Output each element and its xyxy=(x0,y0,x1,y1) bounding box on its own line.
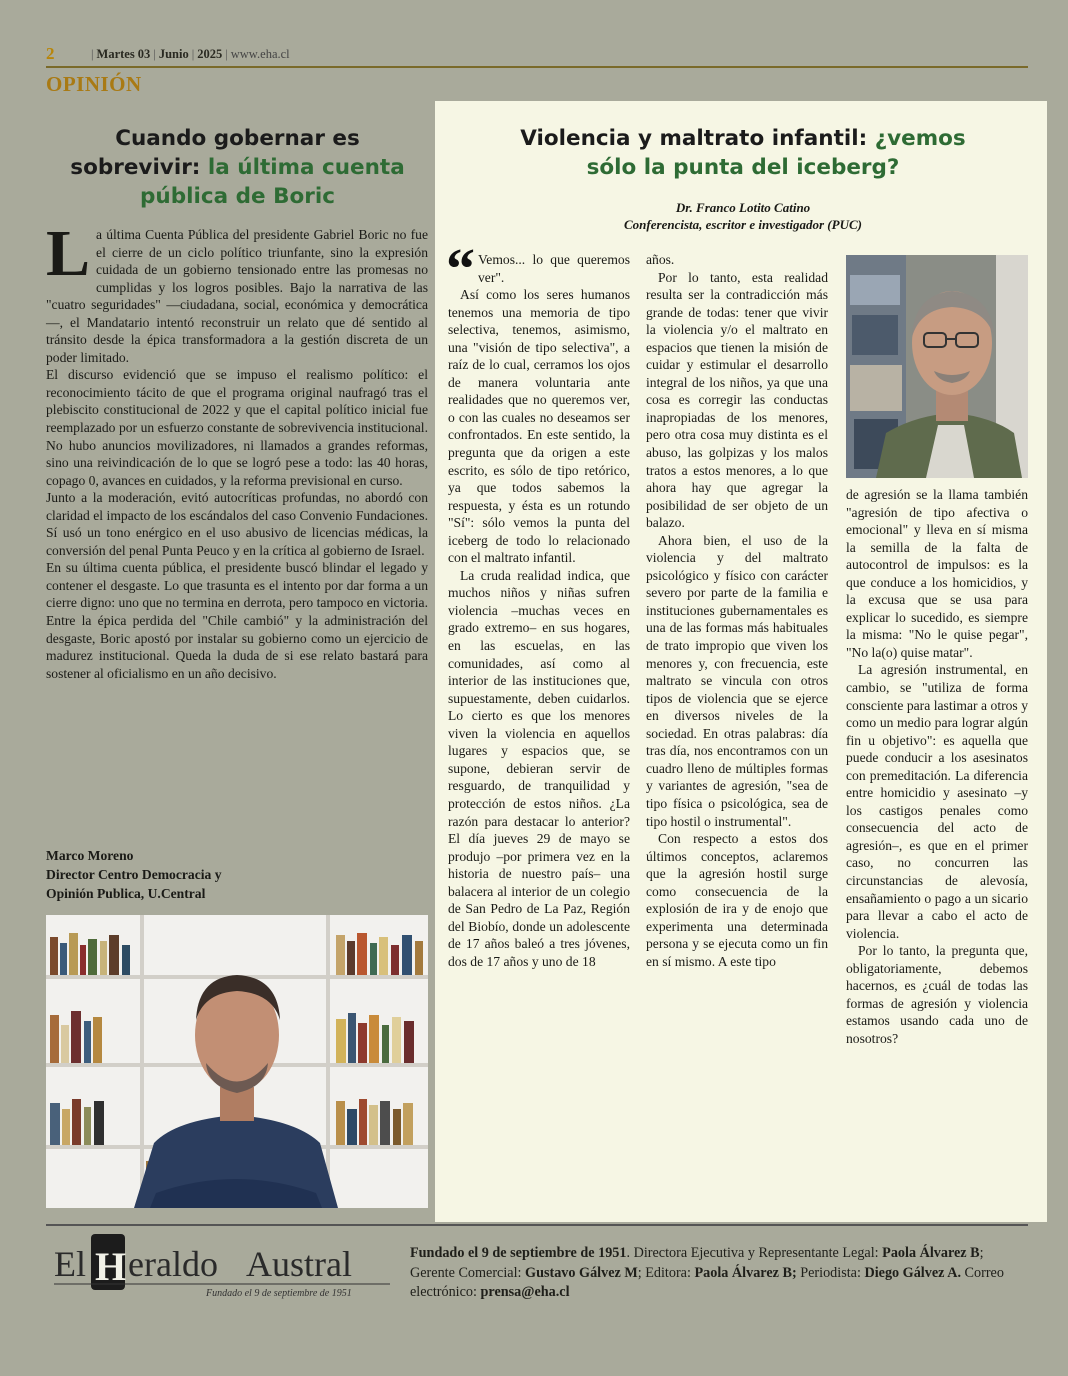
right-column-1 xyxy=(448,251,630,970)
website-link[interactable]: www.eha.cl xyxy=(230,47,290,61)
journalist-name: Diego Gálvez A. xyxy=(864,1264,961,1281)
dateline-year: 2025 xyxy=(197,47,223,61)
svg-text:Austral: Austral xyxy=(246,1244,352,1284)
drop-cap: L xyxy=(46,217,91,290)
svg-text:H: H xyxy=(95,1244,127,1289)
right-author-name: Dr. Franco Lotito Catino xyxy=(675,200,811,215)
left-paragraph: El discurso evidenció que se impuso el realismo político: el reconocimiento tácito de que el programa original naufragó tras el plebiscito constitucional de 2022 y que el capital político inicial fue reemplazado por un esfuerzo constante de sobrevivencia institucional. No hubo anuncios movilizadores, ni llamados a grandes reformas, sino una reivindicación de lo que se logró pese a todo: las 40 horas, copago 0, avances en cuidados, y la reforma previsional en curso. xyxy=(46,367,428,488)
right-column-2 xyxy=(646,251,828,970)
right-paragraph: Por lo tanto, esta realidad resulta ser la contradicción más grande de todas: tener que vivir la violencia y/o el maltrato en espacios que tienen la misión de cuidar y estimular el desarrollo integral de los niños, ya que una cosa es corregir las conductas inapropiadas de los menores, pero otra cosa muy distinta es el abuso, las golpizas y los malos tratos a estos menores, a lo que ahora hay que agregar la posibilidad de ser objeto de un balazo. xyxy=(646,269,828,531)
right-paragraph: Por lo tanto, la pregunta que, obligatoriamente, debemos hacernos, es ¿cuál de todas las formas de agresión y violencia estamos usando cada uno de nosotros? xyxy=(846,943,1028,1046)
director-name: Paola Álvarez B xyxy=(882,1245,980,1261)
left-title-green: la última cuenta pública de Boric xyxy=(140,155,405,209)
right-paragraph: Ahora bien, el uso de la violencia y del maltrato psicológico y físico con carácter severo por parte de la familia e instituciones gubernamentales es una de las formas más habituales de trato impropio que viven los menores y, con frecuencia, este maltrato se vincula con otros tipos de violencia que se ejerce en diversos niveles de la sociedad. En otras palabras: día tras día, nos encontramos con un cuadro lleno de múltiples formas y variantes de agresión, "sea de tipo física o psicológica, sea de tipo hostil o instrumental". xyxy=(646,532,828,829)
right-article-title xyxy=(448,124,1038,182)
logo-tagline: Fundado el 9 de septiembre de 1951 xyxy=(206,1288,352,1299)
right-title-dark: Violencia y maltrato infantil: xyxy=(520,126,868,151)
dateline-month: Junio xyxy=(158,47,189,61)
right-paragraph: La cruda realidad indica, que muchos niños y niñas sufren violencia –muchas veces en grado extremo– en sus hogares, en las escuelas, en las comunidades, así como al interior de las instituciones que, supuestamente, deben cuidarlos. Lo cierto es que los menores viven la violencia en aquellos lugares y espacios que, se supone, debieran servir de resguardo, de tranquilidad y protección de estos niños. ¿La razón para destacar lo anterior? El día jueves 29 de mayo se produjo –por primera vez en la historia de nuestro país– una balacera al interior de un colegio de San Pedro de La Paz, Región del Biobío, donde un adolescente de 17 años baleó a tres jóvenes, dos de 17 años y uno de 18 xyxy=(448,567,630,969)
right-paragraph: Con respecto a estos dos últimos conceptos, aclaremos que la agresión hostil surge como consecuencia de la explosión de ira y de enojo que experimenta una determinada persona y se ejecuta como un fin en sí mismo. A este tipo xyxy=(646,831,828,969)
commercial-manager-name: Gustavo Gálvez M xyxy=(525,1264,638,1281)
email-link[interactable]: prensa@eha.cl xyxy=(480,1284,570,1300)
footer-rule xyxy=(46,1224,1028,1226)
page-number: 2 xyxy=(46,44,55,63)
right-paragraph: La agresión instrumental, en cambio, se "utiliza de forma consciente para lastimar a otros y como un medio para lograr algún fin u objetivo": es aquella que puede conducir a los asesinatos con premeditación. La diferencia entre homicidio y asesinato –y los castigos penales como consecuencia del acto de agresión–, es que en el primer caso, no concurren las circunstancias de alevosía, ensañamiento o pago a un sicario para llevar a cabo el acto de violencia. xyxy=(846,662,1028,941)
right-paragraph: Vemos... lo que queremos ver". xyxy=(478,252,630,285)
right-column-3 xyxy=(846,486,1028,1048)
svg-text:El: El xyxy=(54,1244,86,1284)
right-author-photo xyxy=(846,255,1028,478)
right-author-block xyxy=(448,199,1038,233)
section-title: OPINIÓN xyxy=(46,72,142,96)
founded-date: Fundado el 9 de septiembre de 1951 xyxy=(410,1245,627,1261)
svg-text:eraldo: eraldo xyxy=(128,1244,218,1284)
dateline-day: Martes 03 xyxy=(96,47,151,61)
left-article-body xyxy=(46,217,428,682)
right-paragraph: años. xyxy=(646,252,675,267)
right-paragraph: de agresión se la llama también "agresión de tipo afectiva o emocional" y lleva en sí misma la semilla de la falta de autocontrol de impulsos: es la que conduce a los homicidios, y la excusa que se usa para explicar lo sucedido, es siempre la misma: "No le quise pegar", "No la(o) quise matar". xyxy=(846,487,1028,660)
left-paragraph: En su última cuenta pública, el presidente buscó blindar el legado y contener el desgaste. Lo que trasunta es el intento por dar forma a un cierre digno: uno que no termina en derrota, pero tampoco en victoria. Entre la épica perdida del "Chile cambió" y la administración del desgaste, Boric apostó por instalar su gobierno como un ejercicio de madurez institucional. Queda la duda de si ese relato bastará para sostener al oficialismo en un año decisivo. xyxy=(46,560,428,681)
left-author-name: Marco Moreno xyxy=(46,848,134,863)
left-paragraph: La última Cuenta Pública del presidente Gabriel Boric no fue el cierre de un ciclo político triunfante, sino la expresión cuidada de un gobierno tensionado entre las promesas no cumplidas y los logros posibles. Bajo la narrativa de las "cuatro seguridades" —ciudadana, social, económica y democrática—, el Mandatario intentó reconstruir un relato que dé sentido al tránsito desde la épica transformadora a la gestión discreta de un poder limitado. xyxy=(46,217,428,365)
left-title-dark: Cuando gobernar es sobrevivir: xyxy=(70,126,360,180)
masthead-credits: Fundado el 9 de septiembre de 1951. Directora Ejecutiva y Representante Legal: Paola Álvarez B; Gerente Comercial: Gustavo Gálvez M; Editora: Paola Álvarez B; Periodista: Diego Gálvez A. Correo electrónico: prensa@eha.cl xyxy=(410,1245,1004,1300)
left-author-role: Director Centro Democracia y xyxy=(46,867,222,882)
quote-mark-icon: “ xyxy=(446,236,475,301)
left-article-title xyxy=(60,124,415,211)
right-author-role: Conferencista, escritor e investigador (PUC) xyxy=(624,217,862,232)
newspaper-logo xyxy=(52,1232,392,1294)
right-paragraph: Así como los seres humanos tenemos una memoria de tipo selectiva, tenemos, asimismo, una "visión de tipo selectiva", a raíz de lo cual, cerramos los ojos de manera voluntaria ante realidades que no queremos ver, o con las cuales no deseamos ser confrontados. En este sentido, la pregunta que da origen a este escrito, es sólo de tipo retórico, ya que todos sabemos la respuesta, y ésta es un rotundo "Sí": sólo vemos la punta del iceberg de todo lo relacionado con el maltrato infantil. xyxy=(448,287,630,566)
header-rule xyxy=(46,66,1028,68)
right-title-green-2: sólo la punta del iceberg? xyxy=(586,155,900,180)
left-paragraph: Junto a la moderación, evitó autocríticas profundas, no abordó con claridad el impacto de los escándalos del caso Convenio Fundaciones. Sí usó un tono enérgico en el uso abusivo de licencias médicas, la conversión del penal Punta Peuco y en la crítica al gobierno de Israel. xyxy=(46,490,428,558)
dateline: | Martes 03 | Junio | 2025 | www.eha.cl xyxy=(91,47,290,61)
editor-name: Paola Álvarez B; xyxy=(694,1264,797,1281)
left-author-affiliation: Opinión Publica, U.Central xyxy=(46,886,206,901)
right-title-green-1: ¿vemos xyxy=(874,126,966,151)
left-author-photo xyxy=(46,915,428,1208)
left-author-block xyxy=(46,846,222,903)
